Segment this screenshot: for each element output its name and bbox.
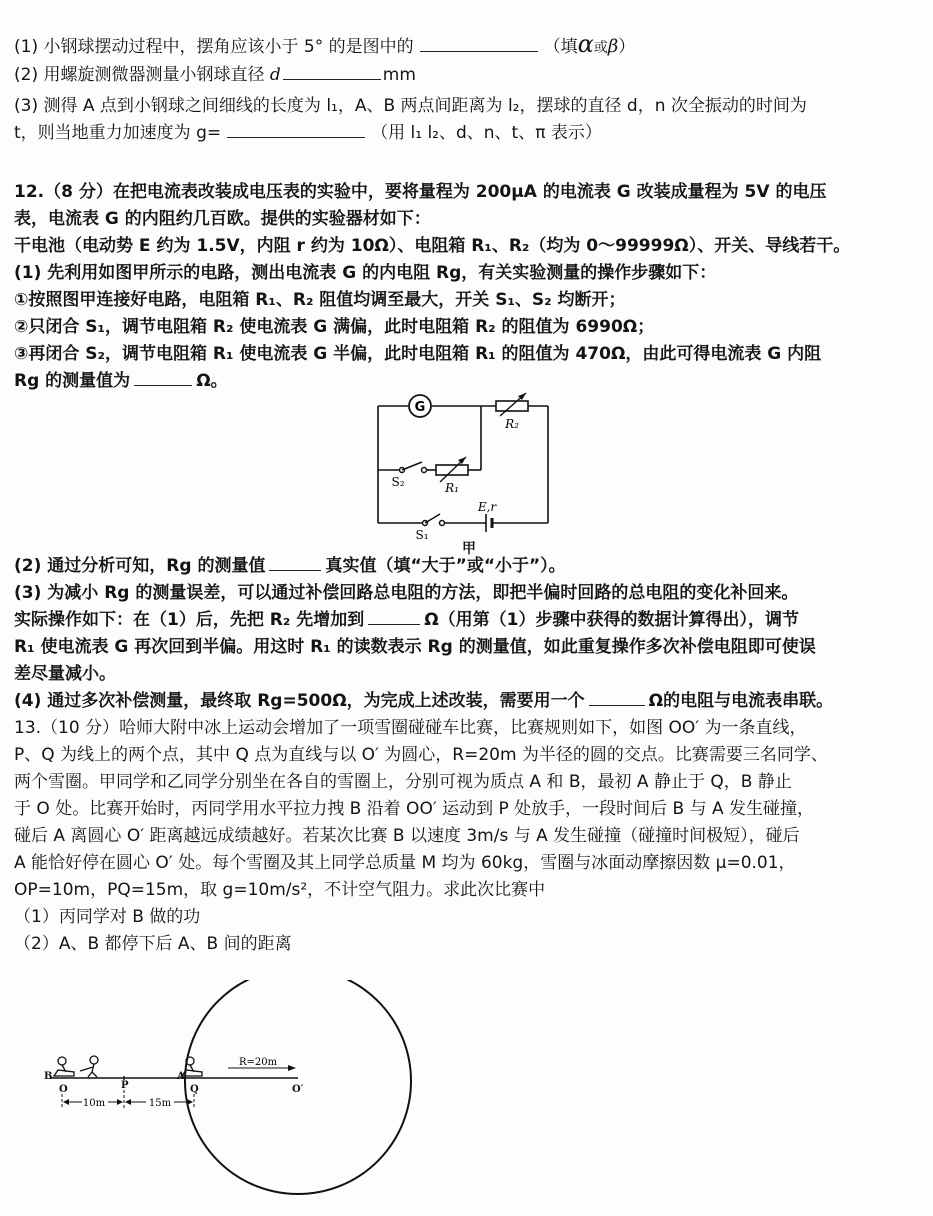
q12-line1: 12.（8 分）在把电流表改装成电压表的实验中，要将量程为 200μA 的电流表 G 改装成量程为 5V 的电压 <box>14 182 827 202</box>
r1-label: R₁ <box>445 481 459 495</box>
q13-line2: P、Q 为线上的两个点，其中 Q 点为直线与以 O′ 为圆心，R=20m 为半径的圆的交点。比赛需要三名同学、 <box>14 745 828 765</box>
label-q: Q <box>190 1084 199 1095</box>
q13-line3: 两个雪圈。甲同学和乙同学分别坐在各自的雪圈上，分别可视为质点 A 和 B，最初 A 静止于 Q，B 静止 <box>14 772 792 792</box>
q11-part1: (1) 小钢球摆动过程中，摆角应该小于 5° 的是图中的 （填α或β） <box>14 30 636 58</box>
radius-label: R=20m <box>238 1057 278 1068</box>
q12-part3-line2: 实际操作如下：在（1）后，先把 R₂ 先增加到 Ω（用第（1）步骤中获得的数据计算得出），调节 <box>14 610 799 630</box>
q13-line4: 于 O 处。比赛开始时，丙同学用水平拉力拽 B 沿着 OO′ 运动到 P 处放手，一段时间后 B 与 A 发生碰撞， <box>14 799 815 819</box>
person-c-icon <box>80 1056 98 1077</box>
answer-blank[interactable] <box>134 371 192 386</box>
q12-line8: Rg 的测量值为 Ω。 <box>14 371 228 391</box>
q12-line3: 干电池（电动势 E 约为 1.5V，内阻 r 约为 10Ω）、电阻箱 R₁、R₂（均为 0～99999Ω）、开关、导线若干。 <box>14 236 851 256</box>
switch-s1-icon <box>423 514 445 526</box>
q12-line2: 表，电流表 G 的内阻约几百欧。提供的实验器材如下： <box>14 209 431 229</box>
galvanometer-label: G <box>414 400 426 415</box>
distance-pq: 15m <box>148 1098 172 1109</box>
q12-part3-line1: (3) 为减小 Rg 的测量误差，可以通过补偿回路总电阻的方法，即把半偏时回路的总电阻的变化补回来。 <box>14 583 799 603</box>
label-p: P <box>121 1080 129 1091</box>
q13-question1: （1）丙同学对 B 做的功 <box>14 907 201 927</box>
answer-blank[interactable] <box>420 37 538 52</box>
answer-blank[interactable] <box>283 65 381 80</box>
q12-part3-line3: R₁ 使电流表 G 再次回到半偏。用这时 R₁ 的读数表示 Rg 的测量值，如此重复操作多次补偿电阻即可使误 <box>14 637 816 657</box>
label-o: O <box>59 1084 68 1095</box>
q12-part3-line4: 差尽量减小。 <box>14 664 116 684</box>
q12-step3: ③再闭合 S₂，调节电阻箱 R₁ 使电流表 G 半偏，此时电阻箱 R₁ 的阻值为 470Ω，由此可得电流表 G 内阻 <box>14 344 822 364</box>
q12-step1: ①按照图甲连接好电路，电阻箱 R₁、R₂ 阻值均调至最大，开关 S₁、S₂ 均断开； <box>14 290 626 310</box>
distance-op: 10m <box>82 1098 106 1109</box>
q11-part3-line2: t，则当地重力加速度为 g= （用 l₁ l₂、d、n、t、π 表示） <box>14 123 602 143</box>
person-b-icon <box>54 1057 74 1076</box>
battery-icon <box>486 514 492 532</box>
q13-line1: 13.（10 分）哈师大附中冰上运动会增加了一项雪圈碰碰车比赛，比赛规则如下，如图 OO′ 为一条直线， <box>14 718 807 738</box>
rink-figure <box>30 980 460 1210</box>
battery-label: E,r <box>477 500 497 514</box>
s1-label: S₁ <box>415 528 429 540</box>
q13-line6: A 能恰好停在圆心 O′ 处。每个雪圈及其上同学总质量 M 均为 60kg，雪圈与冰面动摩擦因数 μ=0.01， <box>14 853 796 873</box>
answer-blank[interactable] <box>368 610 420 625</box>
q12-part2: (2) 通过分析可知，Rg 的测量值 真实值（填“大于”或“小于”）。 <box>14 556 566 576</box>
answer-blank[interactable] <box>269 556 321 571</box>
q12-line4: (1) 先利用如图甲所示的电路，测出电流表 G 的内电阻 Rg，有关实验测量的操作步骤如下： <box>14 263 717 283</box>
circuit-caption: 甲 <box>462 541 476 557</box>
q13-question2: （2）A、B 都停下后 A、B 间的距离 <box>14 934 292 954</box>
q13-line7: OP=10m，PQ=15m，取 g=10m/s²，不计空气阻力。求此次比赛中 <box>14 880 546 900</box>
q13-line5: 碰后 A 离圆心 O′ 距离越远成绩越好。若某次比赛 B 以速度 3m/s 与 A 发生碰撞（碰撞时间极短），碰后 <box>14 826 800 846</box>
r2-label: R₂ <box>505 417 519 431</box>
circuit-diagram <box>360 390 570 540</box>
q12-step2: ②只闭合 S₁，调节电阻箱 R₂ 使电流表 G 满偏，此时电阻箱 R₂ 的阻值为 6990Ω； <box>14 317 655 337</box>
switch-s2-icon <box>400 462 427 473</box>
label-o-prime: O′ <box>292 1084 304 1095</box>
label-a: A <box>177 1071 185 1082</box>
label-b: B <box>44 1071 53 1082</box>
s2-label: S₂ <box>391 475 405 489</box>
answer-blank[interactable] <box>227 123 365 138</box>
q11-part3-line1: (3) 测得 A 点到小钢球之间细线的长度为 l₁，A、B 两点间距离为 l₂，摆球的直径 d，n 次全振动的时间为 <box>14 96 807 116</box>
answer-blank[interactable] <box>589 691 645 706</box>
q12-part4: (4) 通过多次补偿测量，最终取 Rg=500Ω，为完成上述改装，需要用一个 Ω的电阻与电流表串联。 <box>14 691 834 711</box>
q11-part2: (2) 用螺旋测微器测量小钢球直径 d mm <box>14 65 416 85</box>
